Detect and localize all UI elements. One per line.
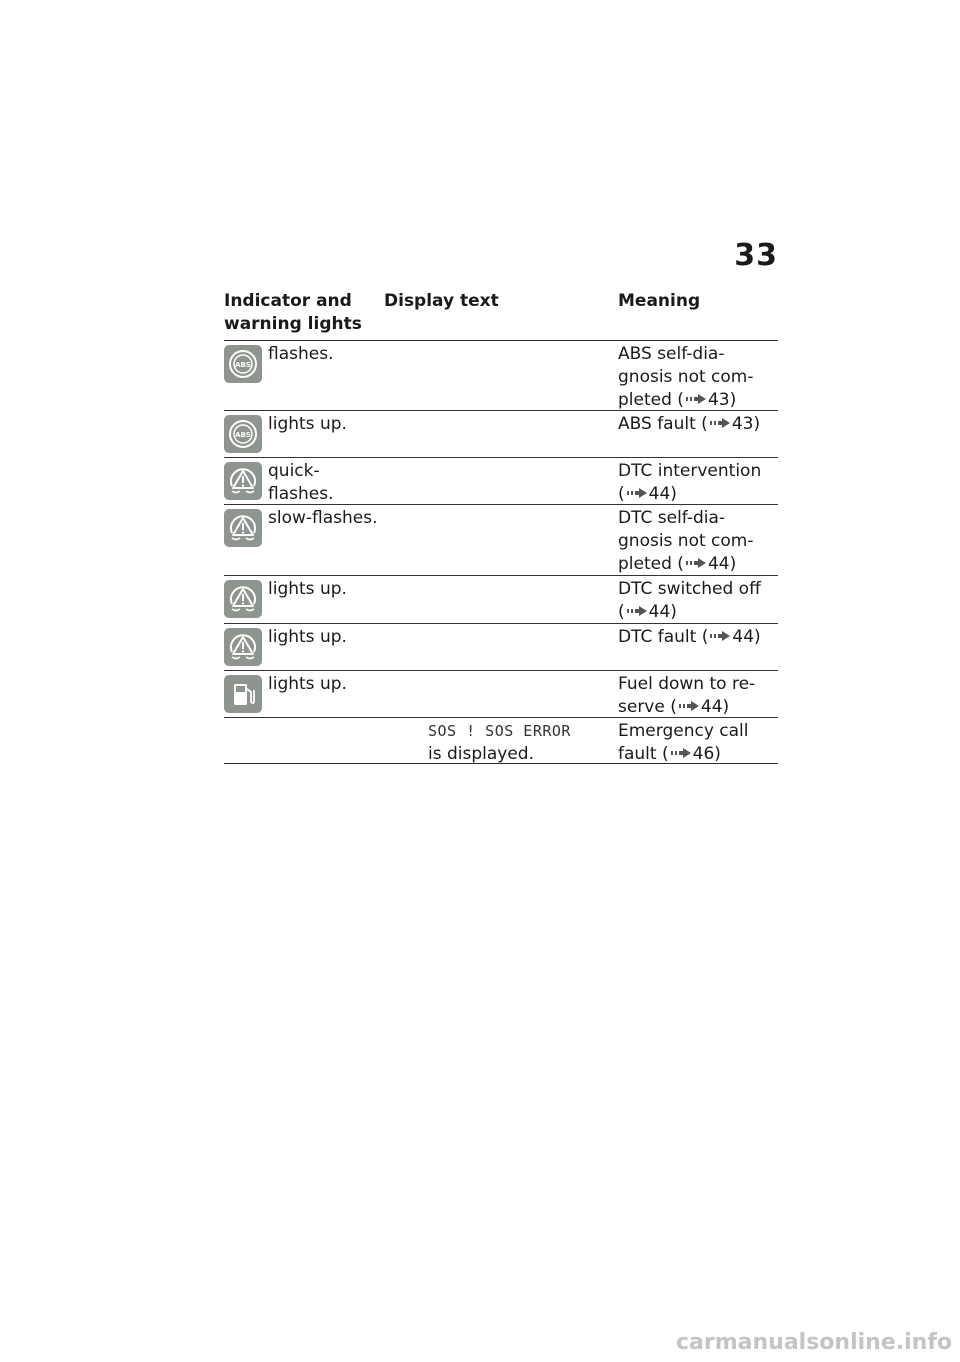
page-reference[interactable]: ( 44) [701, 627, 761, 647]
page-number: 33 [734, 238, 778, 273]
page-reference[interactable]: ( 46) [661, 744, 721, 764]
meaning-text: DTC intervention ( 44) [618, 461, 762, 504]
condition-text: flashes. [268, 344, 334, 364]
dtc-warning-icon [224, 580, 262, 618]
condition-text: lights up. [268, 414, 347, 434]
table-header [224, 290, 778, 340]
condition-text: lights up. [268, 627, 347, 647]
meaning-text: DTC self-dia-gnosis not com-pleted ( 44) [618, 508, 754, 574]
header-meaning: Meaning [618, 291, 701, 311]
dtc-warning-icon [224, 462, 262, 500]
table-row [224, 670, 778, 717]
display-code: SOS ! SOS ERROR [428, 722, 571, 740]
arrow-right-icon [671, 748, 691, 758]
meaning-text: ABS self-dia-gnosis not com-pleted ( 43) [618, 344, 754, 410]
table-row [224, 457, 778, 504]
arrow-right-icon [686, 394, 706, 404]
condition-text: lights up. [268, 674, 347, 694]
meaning-text: DTC fault ( 44) [618, 627, 761, 647]
table-row [224, 575, 778, 623]
page-reference[interactable]: ( 44) [618, 484, 677, 504]
page-reference[interactable]: ( 44) [677, 554, 737, 574]
table-row [224, 410, 778, 457]
table-row [224, 717, 778, 764]
table-row [224, 340, 778, 410]
dtc-warning-icon [224, 628, 262, 666]
abs-warning-icon [224, 345, 262, 383]
header-indicator: Indicator and warning lights [224, 291, 362, 334]
arrow-right-icon [710, 418, 730, 428]
dtc-warning-icon [224, 509, 262, 547]
arrow-right-icon [627, 606, 647, 616]
page-reference[interactable]: ( 44) [670, 697, 730, 717]
svg-text:ABS: ABS [235, 431, 251, 439]
watermark: carmanualsonline.info [676, 1330, 952, 1355]
condition-text: quick-flashes. [268, 461, 334, 504]
arrow-right-icon [679, 701, 699, 711]
table-row [224, 623, 778, 670]
meaning-text: DTC switched off ( 44) [618, 579, 761, 622]
page-reference[interactable]: ( 44) [618, 602, 677, 622]
meaning-text: ABS fault ( 43) [618, 414, 761, 434]
meaning-text: Emergency call fault ( 46) [618, 721, 749, 764]
indicator-table [224, 290, 778, 764]
meaning-text: Fuel down to re-serve ( 44) [618, 674, 756, 717]
svg-text:ABS: ABS [235, 361, 251, 369]
arrow-right-icon [686, 558, 706, 568]
arrow-right-icon [710, 631, 730, 641]
abs-warning-icon [224, 415, 262, 453]
condition-text: lights up. [268, 579, 347, 599]
display-text: SOS ! SOS ERROR is displayed. [428, 720, 608, 766]
header-display: Display text [384, 291, 499, 311]
fuel-reserve-icon [224, 675, 262, 713]
page-reference[interactable]: ( 43) [701, 414, 761, 434]
condition-text: slow-flashes. [268, 508, 378, 528]
arrow-right-icon [627, 488, 647, 498]
page-reference[interactable]: ( 43) [677, 390, 737, 410]
table-row [224, 504, 778, 575]
